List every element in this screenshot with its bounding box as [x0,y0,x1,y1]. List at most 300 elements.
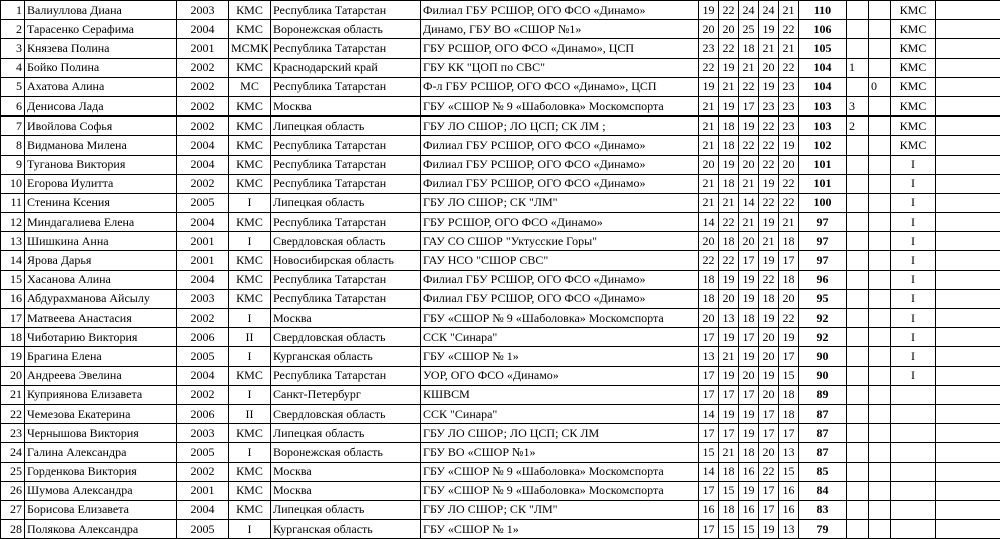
series-1-score-cell: 21 [699,174,719,193]
shootoff-2-cell [869,424,891,443]
blank-cell [936,1,1000,20]
shootoff-2-cell [869,58,891,77]
birth-year-cell: 2002 [177,58,229,77]
athlete-name-cell: Полякова Александра [25,520,177,539]
organization-cell: ГБУ ВО «СШОР №1» [421,443,699,462]
region-cell: Москва [271,462,421,481]
shootoff-2-cell [869,39,891,58]
shootoff-1-cell: 3 [847,96,869,116]
series-5-score-cell: 18 [779,270,799,289]
shootoff-2-cell [869,251,891,270]
athlete-name-cell: Галина Александра [25,443,177,462]
sport-rank-cell: II [229,328,271,347]
shootoff-1-cell [847,270,869,289]
series-4-score-cell: 21 [759,39,779,58]
region-cell: Липецкая область [271,424,421,443]
birth-year-cell: 2002 [177,96,229,116]
series-3-score-cell: 21 [739,174,759,193]
total-score-cell: 101 [799,174,847,193]
series-1-score-cell: 17 [699,366,719,385]
blank-cell [936,366,1000,385]
qualification-cell: I [891,193,936,212]
place-cell: 1 [1,1,25,20]
sport-rank-cell: КМС [229,289,271,308]
total-score-cell: 92 [799,328,847,347]
birth-year-cell: 2001 [177,232,229,251]
sport-rank-cell: КМС [229,116,271,136]
total-score-cell: 104 [799,58,847,77]
total-score-cell: 104 [799,77,847,96]
series-5-score-cell: 20 [779,289,799,308]
table-row [1,328,1000,347]
shootoff-1-cell [847,462,869,481]
series-4-score-cell: 21 [759,232,779,251]
sport-rank-cell: I [229,443,271,462]
region-cell: Воронежская область [271,20,421,39]
organization-cell: ССК "Синара" [421,328,699,347]
shootoff-1-cell [847,347,869,366]
shootoff-2-cell [869,136,891,155]
birth-year-cell: 2004 [177,500,229,519]
shootoff-1-cell [847,328,869,347]
series-2-score-cell: 19 [719,404,739,423]
birth-year-cell: 2002 [177,462,229,481]
sport-rank-cell: КМС [229,481,271,500]
sport-rank-cell: КМС [229,96,271,116]
place-cell: 23 [1,424,25,443]
shootoff-1-cell [847,213,869,232]
series-4-score-cell: 17 [759,500,779,519]
shootoff-2-cell [869,520,891,539]
shootoff-1-cell [847,443,869,462]
series-5-score-cell: 23 [779,116,799,136]
sport-rank-cell: КМС [229,213,271,232]
series-3-score-cell: 15 [739,520,759,539]
shootoff-1-cell [847,39,869,58]
series-3-score-cell: 17 [739,385,759,404]
total-score-cell: 97 [799,251,847,270]
place-cell: 2 [1,20,25,39]
total-score-cell: 90 [799,347,847,366]
sport-rank-cell: КМС [229,500,271,519]
series-4-score-cell: 19 [759,213,779,232]
total-score-cell: 87 [799,443,847,462]
sport-rank-cell: КМС [229,20,271,39]
series-4-score-cell: 18 [759,289,779,308]
series-3-score-cell: 19 [739,289,759,308]
sport-rank-cell: КМС [229,58,271,77]
qualification-cell: I [891,232,936,251]
place-cell: 10 [1,174,25,193]
series-2-score-cell: 20 [719,289,739,308]
total-score-cell: 103 [799,96,847,116]
organization-cell: ГБУ РСШОР, ОГО ФСО «Динамо», ЦСП [421,39,699,58]
series-5-score-cell: 16 [779,500,799,519]
blank-cell [936,96,1000,116]
series-2-score-cell: 20 [719,20,739,39]
region-cell: Республика Татарстан [271,366,421,385]
qualification-cell: I [891,155,936,174]
series-4-score-cell: 19 [759,20,779,39]
series-1-score-cell: 19 [699,1,719,20]
total-score-cell: 105 [799,39,847,58]
series-3-score-cell: 17 [739,96,759,116]
table-row [1,155,1000,174]
athlete-name-cell: Туганова Виктория [25,155,177,174]
table-row [1,1,1000,20]
series-4-score-cell: 17 [759,481,779,500]
athlete-name-cell: Шумова Александра [25,481,177,500]
series-5-score-cell: 17 [779,347,799,366]
total-score-cell: 79 [799,520,847,539]
table-row [1,500,1000,519]
sport-rank-cell: I [229,232,271,251]
region-cell: Краснодарский край [271,58,421,77]
birth-year-cell: 2004 [177,136,229,155]
region-cell: Москва [271,96,421,116]
series-1-score-cell: 14 [699,404,719,423]
blank-cell [936,20,1000,39]
table-row [1,213,1000,232]
table-row [1,116,1000,136]
athlete-name-cell: Князева Полина [25,39,177,58]
sport-rank-cell: I [229,193,271,212]
place-cell: 24 [1,443,25,462]
qualification-cell: I [891,366,936,385]
total-score-cell: 87 [799,424,847,443]
organization-cell: ГБУ «СШОР № 9 «Шаболовка» Москомспорта [421,462,699,481]
series-1-score-cell: 20 [699,155,719,174]
organization-cell: ГБУ ЛО СШОР; ЛО ЦСП; СК ЛМ ; [421,116,699,136]
qualification-cell: КМС [891,77,936,96]
birth-year-cell: 2006 [177,328,229,347]
birth-year-cell: 2002 [177,174,229,193]
shootoff-2-cell [869,500,891,519]
shootoff-2-cell [869,213,891,232]
series-3-score-cell: 20 [739,366,759,385]
shootoff-1-cell: 1 [847,58,869,77]
table-row [1,193,1000,212]
blank-cell [936,309,1000,328]
table-row [1,366,1000,385]
series-2-score-cell: 21 [719,443,739,462]
qualification-cell: I [891,347,936,366]
series-2-score-cell: 21 [719,77,739,96]
qualification-cell: I [891,309,936,328]
total-score-cell: 84 [799,481,847,500]
shootoff-2-cell [869,404,891,423]
sport-rank-cell: II [229,404,271,423]
series-1-score-cell: 20 [699,20,719,39]
qualification-cell: КМС [891,58,936,77]
series-1-score-cell: 14 [699,213,719,232]
shootoff-1-cell [847,193,869,212]
series-4-score-cell: 22 [759,116,779,136]
series-3-score-cell: 16 [739,500,759,519]
series-5-score-cell: 22 [779,58,799,77]
series-3-score-cell: 19 [739,404,759,423]
blank-cell [936,520,1000,539]
organization-cell: ГБУ КК "ЦОП по СВС" [421,58,699,77]
athlete-name-cell: Чернышова Виктория [25,424,177,443]
series-3-score-cell: 19 [739,424,759,443]
shootoff-1-cell [847,251,869,270]
qualification-cell [891,385,936,404]
organization-cell: УОР, ОГО ФСО «Динамо» [421,366,699,385]
series-2-score-cell: 19 [719,328,739,347]
shootoff-2-cell [869,481,891,500]
series-3-score-cell: 20 [739,155,759,174]
shootoff-2-cell [869,289,891,308]
series-1-score-cell: 23 [699,39,719,58]
series-3-score-cell: 24 [739,1,759,20]
sport-rank-cell: КМС [229,270,271,289]
series-5-score-cell: 19 [779,136,799,155]
blank-cell [936,385,1000,404]
series-3-score-cell: 22 [739,77,759,96]
shootoff-2-cell [869,96,891,116]
table-row [1,96,1000,116]
organization-cell: Динамо, ГБУ ВО «СШОР №1» [421,20,699,39]
shootoff-1-cell [847,404,869,423]
organization-cell: Филиал ГБУ РСШОР, ОГО ФСО «Динамо» [421,1,699,20]
organization-cell: ГБУ ЛО СШОР; СК "ЛМ" [421,193,699,212]
table-row [1,520,1000,539]
place-cell: 25 [1,462,25,481]
region-cell: Республика Татарстан [271,77,421,96]
shootoff-2-cell [869,174,891,193]
region-cell: Республика Татарстан [271,289,421,308]
series-2-score-cell: 19 [719,366,739,385]
shootoff-1-cell [847,500,869,519]
series-3-score-cell: 25 [739,20,759,39]
total-score-cell: 92 [799,309,847,328]
birth-year-cell: 2001 [177,481,229,500]
shootoff-1-cell [847,520,869,539]
place-cell: 26 [1,481,25,500]
series-3-score-cell: 19 [739,481,759,500]
shootoff-1-cell [847,77,869,96]
table-row [1,462,1000,481]
series-4-score-cell: 20 [759,58,779,77]
organization-cell: ГБУ ЛО СШОР; СК "ЛМ" [421,500,699,519]
qualification-cell [891,404,936,423]
qualification-cell: I [891,174,936,193]
series-4-score-cell: 22 [759,462,779,481]
series-5-score-cell: 18 [779,404,799,423]
series-1-score-cell: 20 [699,232,719,251]
table-row [1,309,1000,328]
region-cell: Курганская область [271,347,421,366]
table-row [1,481,1000,500]
series-2-score-cell: 18 [719,174,739,193]
shootoff-1-cell [847,424,869,443]
shootoff-2-cell [869,1,891,20]
birth-year-cell: 2002 [177,385,229,404]
series-4-score-cell: 22 [759,155,779,174]
qualification-cell [891,520,936,539]
series-2-score-cell: 15 [719,481,739,500]
shootoff-1-cell [847,289,869,308]
series-2-score-cell: 22 [719,39,739,58]
birth-year-cell: 2005 [177,347,229,366]
series-4-score-cell: 22 [759,193,779,212]
blank-cell [936,155,1000,174]
blank-cell [936,443,1000,462]
series-3-score-cell: 21 [739,58,759,77]
place-cell: 17 [1,309,25,328]
athlete-name-cell: Чемезова Екатерина [25,404,177,423]
athlete-name-cell: Миндагалиева Елена [25,213,177,232]
series-1-score-cell: 18 [699,270,719,289]
athlete-name-cell: Чиботарию Виктория [25,328,177,347]
place-cell: 5 [1,77,25,96]
table-row [1,232,1000,251]
region-cell: Свердловская область [271,328,421,347]
sport-rank-cell: КМС [229,136,271,155]
shootoff-1-cell [847,1,869,20]
total-score-cell: 101 [799,155,847,174]
series-5-score-cell: 13 [779,443,799,462]
series-3-score-cell: 19 [739,347,759,366]
sport-rank-cell: КМС [229,155,271,174]
series-5-score-cell: 17 [779,424,799,443]
series-2-score-cell: 18 [719,462,739,481]
qualification-cell [891,424,936,443]
shootoff-2-cell [869,328,891,347]
blank-cell [936,347,1000,366]
series-5-score-cell: 16 [779,481,799,500]
place-cell: 9 [1,155,25,174]
series-1-score-cell: 17 [699,385,719,404]
qualification-cell: КМС [891,96,936,116]
series-3-score-cell: 16 [739,462,759,481]
series-1-score-cell: 22 [699,251,719,270]
shootoff-2-cell [869,232,891,251]
region-cell: Республика Татарстан [271,1,421,20]
organization-cell: Филиал ГБУ РСШОР, ОГО ФСО «Динамо» [421,174,699,193]
qualification-cell: КМС [891,136,936,155]
series-4-score-cell: 20 [759,443,779,462]
sport-rank-cell: I [229,520,271,539]
series-2-score-cell: 17 [719,424,739,443]
shootoff-2-cell [869,385,891,404]
series-5-score-cell: 21 [779,1,799,20]
blank-cell [936,77,1000,96]
athlete-name-cell: Андреева Эвелина [25,366,177,385]
region-cell: Москва [271,481,421,500]
series-5-score-cell: 15 [779,366,799,385]
shootoff-1-cell [847,136,869,155]
place-cell: 7 [1,116,25,136]
series-1-score-cell: 16 [699,500,719,519]
shootoff-2-cell [869,347,891,366]
blank-cell [936,174,1000,193]
table-row [1,385,1000,404]
sport-rank-cell: МС [229,77,271,96]
series-5-score-cell: 22 [779,193,799,212]
series-4-score-cell: 17 [759,404,779,423]
place-cell: 8 [1,136,25,155]
total-score-cell: 96 [799,270,847,289]
qualification-cell: I [891,289,936,308]
organization-cell: ГБУ «СШОР № 1» [421,520,699,539]
qualification-cell: КМС [891,1,936,20]
series-4-score-cell: 22 [759,270,779,289]
series-5-score-cell: 20 [779,155,799,174]
region-cell: Новосибирская область [271,251,421,270]
athlete-name-cell: Брагина Елена [25,347,177,366]
table-row [1,136,1000,155]
total-score-cell: 106 [799,20,847,39]
series-2-score-cell: 19 [719,96,739,116]
athlete-name-cell: Абдурахманова Айсылу [25,289,177,308]
organization-cell: ССК "Синара" [421,404,699,423]
athlete-name-cell: Ивойлова Софья [25,116,177,136]
series-2-score-cell: 19 [719,58,739,77]
table-row [1,404,1000,423]
series-2-score-cell: 22 [719,213,739,232]
series-5-score-cell: 23 [779,96,799,116]
athlete-name-cell: Стенина Ксения [25,193,177,212]
series-5-score-cell: 22 [779,309,799,328]
blank-cell [936,193,1000,212]
series-2-score-cell: 21 [719,347,739,366]
birth-year-cell: 2004 [177,270,229,289]
table-row [1,39,1000,58]
series-2-score-cell: 15 [719,520,739,539]
series-5-score-cell: 18 [779,232,799,251]
series-1-score-cell: 17 [699,424,719,443]
series-4-score-cell: 17 [759,424,779,443]
series-5-score-cell: 21 [779,39,799,58]
qualification-cell [891,500,936,519]
organization-cell: КШВСМ [421,385,699,404]
birth-year-cell: 2003 [177,1,229,20]
series-5-score-cell: 17 [779,251,799,270]
series-4-score-cell: 20 [759,328,779,347]
series-3-score-cell: 18 [739,443,759,462]
place-cell: 14 [1,251,25,270]
total-score-cell: 90 [799,366,847,385]
place-cell: 28 [1,520,25,539]
athlete-name-cell: Денисова Лада [25,96,177,116]
region-cell: Республика Татарстан [271,155,421,174]
place-cell: 13 [1,232,25,251]
qualification-cell [891,462,936,481]
qualification-cell [891,443,936,462]
athlete-name-cell: Бойко Полина [25,58,177,77]
athlete-name-cell: Валиуллова Диана [25,1,177,20]
birth-year-cell: 2003 [177,289,229,308]
series-2-score-cell: 13 [719,309,739,328]
region-cell: Воронежская область [271,443,421,462]
blank-cell [936,58,1000,77]
series-1-score-cell: 21 [699,193,719,212]
series-4-score-cell: 23 [759,96,779,116]
series-1-score-cell: 17 [699,328,719,347]
region-cell: Москва [271,309,421,328]
athlete-name-cell: Видманова Милена [25,136,177,155]
birth-year-cell: 2004 [177,20,229,39]
series-2-score-cell: 21 [719,193,739,212]
series-5-score-cell: 19 [779,328,799,347]
series-2-score-cell: 19 [719,270,739,289]
series-4-score-cell: 20 [759,385,779,404]
athlete-name-cell: Тарасенко Серафима [25,20,177,39]
table-row [1,424,1000,443]
birth-year-cell: 2004 [177,366,229,385]
